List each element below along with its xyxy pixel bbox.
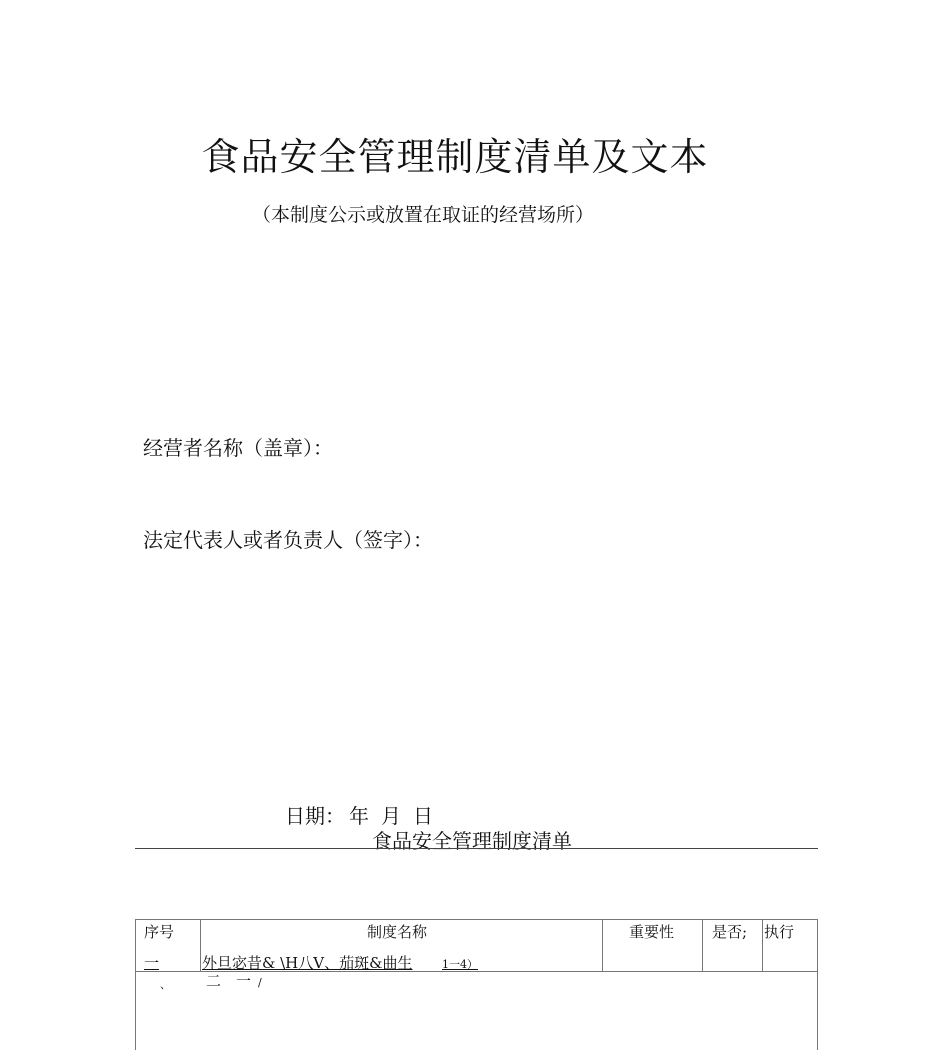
table-divider — [602, 919, 603, 971]
header-number: 序号 — [144, 923, 175, 941]
row-name: 外旦宓昔& \H八V、茄斑&曲生 — [202, 954, 413, 972]
date-year: 年 — [349, 804, 369, 828]
document-title: 食品安全管理制度清单及文本 — [201, 135, 709, 179]
date-day: 日 — [413, 804, 433, 828]
row-pages: 1一4） — [442, 958, 478, 971]
header-name: 制度名称 — [367, 923, 428, 941]
document-subtitle: （本制度公示或放置在取证的经营场所） — [252, 204, 595, 226]
header-execute: 执行 — [764, 923, 795, 941]
title-rule — [135, 848, 818, 849]
row2-fragment: 一 — [236, 972, 252, 990]
header-importance: 重要性 — [629, 923, 675, 941]
operator-name-label: 经营者名称（盖章）： — [143, 436, 333, 460]
date-month: 月 — [381, 804, 401, 828]
table-divider — [702, 919, 703, 971]
table-divider — [762, 919, 763, 971]
table-divider — [200, 919, 201, 971]
row-number: 一 — [144, 954, 160, 972]
row2-lead: 、 — [160, 978, 171, 991]
row2-fragment: / — [258, 976, 262, 989]
row2-fragment: 二 — [206, 972, 222, 990]
list-title: 食品安全管理制度清单 — [372, 829, 572, 853]
header-yes-no: 是否; — [712, 923, 748, 941]
legal-representative-label: 法定代表人或者负责人（签字）： — [143, 528, 433, 552]
date-label: 日期： — [285, 804, 345, 828]
